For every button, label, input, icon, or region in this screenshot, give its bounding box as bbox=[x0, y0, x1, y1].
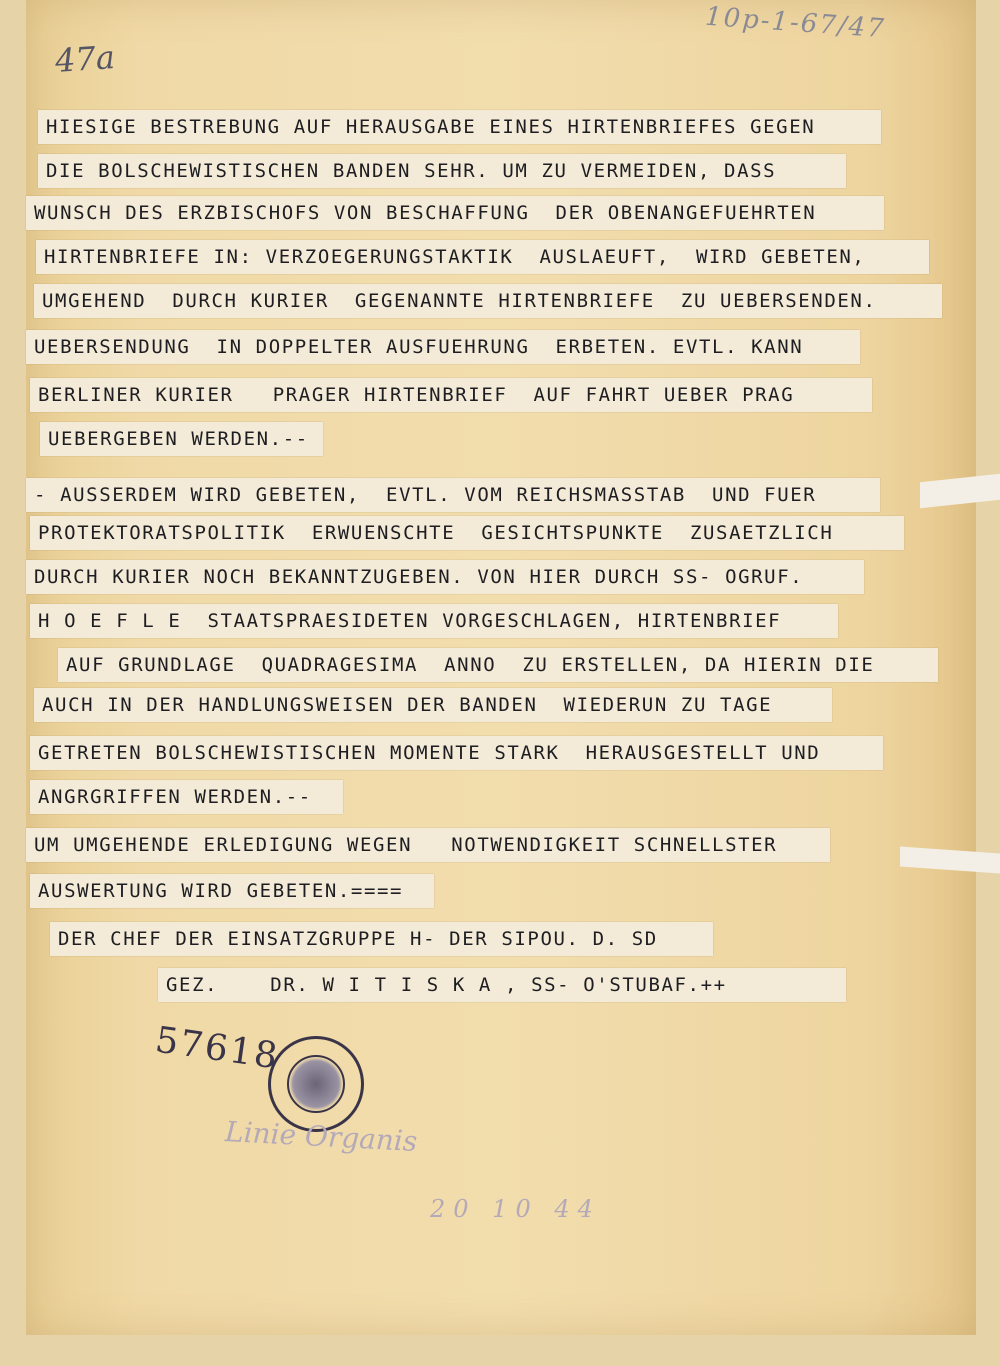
telegram-line: AUSWERTUNG WIRD GEBETEN.==== bbox=[30, 874, 434, 908]
telegram-line: DIE BOLSCHEWISTISCHEN BANDEN SEHR. UM ZU VERMEIDEN, DASS bbox=[38, 154, 846, 188]
telegram-line: - AUSSERDEM WIRD GEBETEN, EVTL. VOM REICHSMASSTAB UND FUER bbox=[26, 478, 880, 512]
telegram-line: HIESIGE BESTREBUNG AUF HERAUSGABE EINES HIRTENBRIEFES GEGEN bbox=[38, 110, 881, 144]
telegram-line: H O E F L E STAATSPRAESIDETEN VORGESCHLAGEN, HIRTENBRIEF bbox=[30, 604, 838, 638]
archive-stamp-number: 57618 bbox=[152, 1019, 282, 1078]
faint-handwritten-date: 20 10 44 bbox=[430, 1195, 601, 1223]
faint-handwritten-note: Linie Organis bbox=[224, 1114, 419, 1159]
signature-line: GEZ. DR. W I T I S K A , SS- O'STUBAF.++ bbox=[158, 968, 846, 1002]
telegram-line: DER CHEF DER EINSATZGRUPPE H- DER SIPOU. D. SD bbox=[50, 922, 713, 956]
telegram-line: GETRETEN BOLSCHEWISTISCHEN MOMENTE STARK HERAUSGESTELLT UND bbox=[30, 736, 883, 770]
telegram-line: AUCH IN DER HANDLUNGSWEISEN DER BANDEN WIEDERUN ZU TAGE bbox=[34, 688, 832, 722]
telegram-line: DURCH KURIER NOCH BEKANNTZUGEBEN. VON HIER DURCH SS- OGRUF. bbox=[26, 560, 864, 594]
telegram-line: UMGEHEND DURCH KURIER GEGENANNTE HIRTENBRIEFE ZU UEBERSENDEN. bbox=[34, 284, 942, 318]
telegram-line: HIRTENBRIEFE IN: VERZOEGERUNGSTAKTIK AUSLAEUFT, WIRD GEBETEN, bbox=[36, 240, 929, 274]
telegram-line: UEBERGEBEN WERDEN.-- bbox=[40, 422, 323, 456]
telegram-line: ANGRGRIFFEN WERDEN.-- bbox=[30, 780, 343, 814]
telegram-line: WUNSCH DES ERZBISCHOFS VON BESCHAFFUNG DER OBENANGEFUEHRTEN bbox=[26, 196, 884, 230]
seal-emblem-icon bbox=[287, 1055, 345, 1113]
telegram-line: AUF GRUNDLAGE QUADRAGESIMA ANNO ZU ERSTELLEN, DA HIERIN DIE bbox=[58, 648, 938, 682]
handwritten-archive-number: 10p-1-67/47 bbox=[704, 1, 887, 45]
handwritten-page-number: 47a bbox=[53, 37, 117, 81]
telegram-line: UEBERSENDUNG IN DOPPELTER AUSFUEHRUNG ERBETEN. EVTL. KANN bbox=[26, 330, 860, 364]
telegram-line: PROTEKTORATSPOLITIK ERWUENSCHTE GESICHTSPUNKTE ZUSAETZLICH bbox=[30, 516, 904, 550]
telegram-line: BERLINER KURIER PRAGER HIRTENBRIEF AUF FAHRT UEBER PRAG bbox=[30, 378, 872, 412]
telegram-line: UM UMGEHENDE ERLEDIGUNG WEGEN NOTWENDIGKEIT SCHNELLSTER bbox=[26, 828, 830, 862]
